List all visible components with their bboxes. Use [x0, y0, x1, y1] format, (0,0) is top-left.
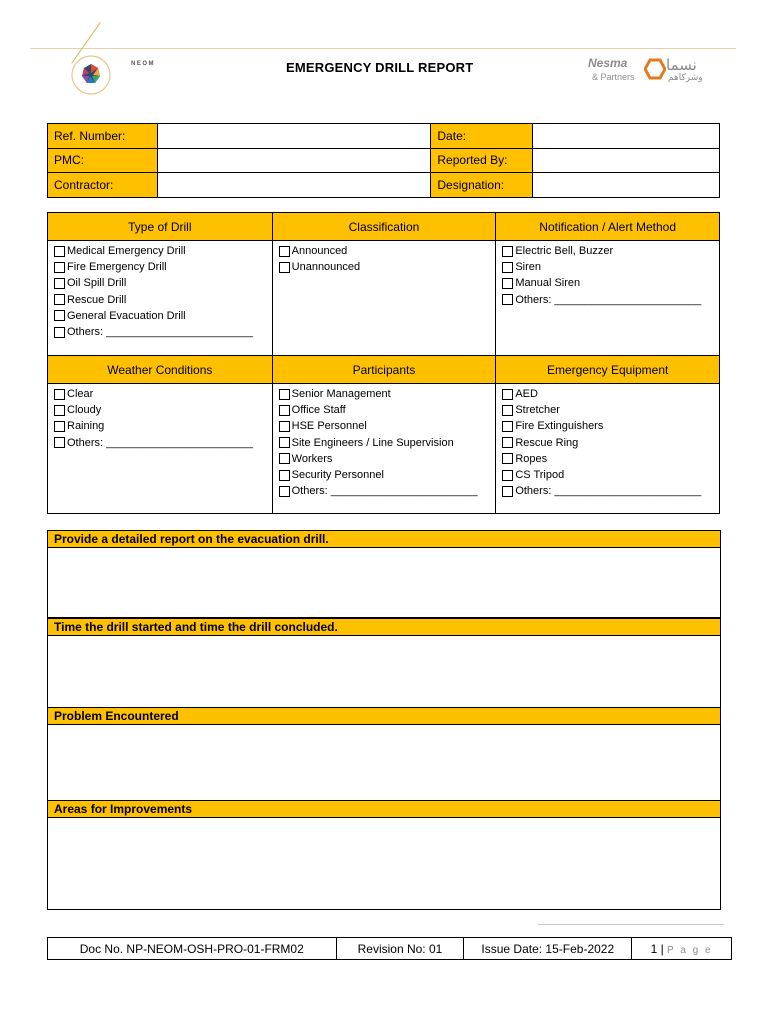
checkbox-icon[interactable]: [279, 421, 290, 432]
weather-heading: Weather Conditions: [48, 356, 273, 384]
checkbox-option[interactable]: [279, 402, 490, 418]
ref-number-label: Ref. Number:: [48, 124, 158, 149]
detailed-report-section: [47, 530, 721, 618]
checkbox-label: Office Staff: [291, 404, 346, 417]
pmc-label: PMC:: [48, 148, 158, 173]
checkbox-label: Ropes: [515, 452, 548, 465]
problem-field[interactable]: [48, 725, 720, 800]
checkbox-option[interactable]: [502, 292, 713, 308]
checkbox-label: AED: [515, 388, 538, 401]
drill-time-heading: Time the drill started and time the drill concluded.: [48, 619, 720, 636]
checkbox-icon[interactable]: [54, 262, 65, 273]
checkbox-option[interactable]: [279, 259, 490, 275]
checkbox-icon[interactable]: [502, 453, 513, 464]
equipment-heading: Emergency Equipment: [496, 356, 720, 384]
checkbox-label: HSE Personnel: [291, 420, 367, 433]
checkbox-icon[interactable]: [502, 405, 513, 416]
nesma-partners: & Partners: [592, 72, 635, 82]
improvements-field[interactable]: [48, 818, 720, 908]
checkbox-label: Rescue Drill: [67, 293, 127, 306]
checkbox-option[interactable]: [54, 435, 266, 451]
checkbox-label: General Evacuation Drill: [67, 309, 186, 322]
drill-details-table: [47, 212, 720, 514]
checkbox-label: Site Engineers / Line Supervision: [291, 436, 454, 449]
notification-options: [496, 241, 720, 356]
checkbox-option[interactable]: [279, 467, 490, 483]
checkbox-option[interactable]: [279, 483, 490, 499]
checkbox-option[interactable]: [279, 451, 490, 467]
contractor-field[interactable]: [157, 173, 430, 198]
checkbox-label: Manual Siren: [515, 277, 581, 290]
page-separator: |: [657, 941, 668, 956]
nesma-arabic-name: نسما: [666, 56, 697, 74]
problem-heading: Problem Encountered: [48, 708, 720, 725]
checkbox-option[interactable]: [54, 418, 266, 434]
improvements-heading: Areas for Improvements: [48, 801, 720, 818]
checkbox-option[interactable]: [54, 324, 266, 340]
reported-by-field[interactable]: [533, 148, 720, 173]
checkbox-option[interactable]: [502, 435, 713, 451]
weather-options: [48, 384, 273, 514]
checkbox-icon[interactable]: [279, 486, 290, 497]
checkbox-option[interactable]: [54, 292, 266, 308]
notification-heading: Notification / Alert Method: [496, 213, 720, 241]
checkbox-option[interactable]: [502, 451, 713, 467]
checkbox-label: Raining: [67, 420, 105, 433]
checkbox-option[interactable]: [54, 386, 266, 402]
checkbox-label: Stretcher: [515, 404, 560, 417]
footer-table: [47, 937, 732, 960]
doc-number: Doc No. NP-NEOM-OSH-PRO-01-FRM02: [48, 938, 337, 960]
checkbox-icon[interactable]: [502, 262, 513, 273]
checkbox-icon[interactable]: [54, 246, 65, 257]
problem-section: [47, 707, 721, 801]
checkbox-icon[interactable]: [54, 437, 65, 448]
checkbox-option[interactable]: [502, 259, 713, 275]
checkbox-icon[interactable]: [279, 262, 290, 273]
checkbox-option[interactable]: [54, 259, 266, 275]
checkbox-option[interactable]: [502, 418, 713, 434]
nesma-logo: [588, 56, 723, 86]
checkbox-icon[interactable]: [279, 470, 290, 481]
checkbox-label: Siren: [515, 261, 541, 274]
checkbox-option[interactable]: [502, 275, 713, 291]
checkbox-icon[interactable]: [54, 278, 65, 289]
designation-field[interactable]: [533, 173, 720, 198]
checkbox-icon[interactable]: [279, 405, 290, 416]
checkbox-label: Security Personnel: [291, 469, 384, 482]
page-title: EMERGENCY DRILL REPORT: [286, 60, 474, 75]
checkbox-option[interactable]: [502, 243, 713, 259]
checkbox-icon[interactable]: [502, 470, 513, 481]
page-number: [632, 938, 732, 960]
detailed-report-field[interactable]: [48, 548, 720, 618]
checkbox-option[interactable]: [502, 402, 713, 418]
checkbox-option[interactable]: [54, 308, 266, 324]
checkbox-label: Medical Emergency Drill: [67, 245, 186, 258]
checkbox-icon[interactable]: [54, 294, 65, 305]
checkbox-option[interactable]: [502, 386, 713, 402]
checkbox-label: Clear: [67, 388, 94, 401]
checkbox-icon[interactable]: [502, 437, 513, 448]
checkbox-icon[interactable]: [502, 278, 513, 289]
checkbox-option[interactable]: [54, 275, 266, 291]
designation-label: Designation:: [431, 173, 533, 198]
nesma-name: Nesma: [588, 56, 628, 70]
checkbox-label: Others: ________________________: [515, 485, 702, 498]
checkbox-label: CS Tripod: [515, 469, 565, 482]
checkbox-icon[interactable]: [279, 389, 290, 400]
checkbox-label: Others: ________________________: [515, 293, 702, 306]
revision-number: Revision No: 01: [336, 938, 464, 960]
checkbox-option[interactable]: [279, 418, 490, 434]
info-table: [47, 123, 720, 198]
checkbox-option[interactable]: [279, 386, 490, 402]
equipment-options: [496, 384, 720, 514]
checkbox-icon[interactable]: [279, 453, 290, 464]
checkbox-label: Announced: [291, 245, 348, 258]
neom-wordmark: NEOM: [131, 61, 155, 67]
nesma-arabic-partners: وشركاهم: [668, 73, 703, 83]
nesma-hexagon-icon: [644, 58, 666, 80]
checkbox-label: Cloudy: [67, 404, 102, 417]
checkbox-label: Senior Management: [291, 388, 391, 401]
checkbox-label: Unannounced: [291, 261, 361, 274]
checkbox-icon[interactable]: [502, 389, 513, 400]
checkbox-label: Oil Spill Drill: [67, 277, 127, 290]
checkbox-option[interactable]: [279, 243, 490, 259]
page-num: 1: [650, 941, 658, 956]
header-divider: [30, 48, 736, 49]
checkbox-icon[interactable]: [279, 246, 290, 257]
checkbox-option[interactable]: [54, 243, 266, 259]
checkbox-icon[interactable]: [279, 437, 290, 448]
checkbox-label: Fire Emergency Drill: [67, 261, 167, 274]
checkbox-icon[interactable]: [502, 486, 513, 497]
type-of-drill-heading: Type of Drill: [48, 213, 273, 241]
checkbox-label: Electric Bell, Buzzer: [515, 245, 614, 258]
drill-time-field[interactable]: [48, 636, 720, 706]
date-field[interactable]: [533, 124, 720, 149]
classification-options: [272, 241, 496, 356]
checkbox-icon[interactable]: [54, 327, 65, 338]
participants-options: [272, 384, 496, 514]
participants-heading: Participants: [272, 356, 496, 384]
checkbox-icon[interactable]: [502, 294, 513, 305]
checkbox-option[interactable]: [502, 467, 713, 483]
classification-heading: Classification: [272, 213, 496, 241]
date-label: Date:: [431, 124, 533, 149]
checkbox-label: Workers: [291, 452, 333, 465]
checkbox-icon[interactable]: [54, 405, 65, 416]
checkbox-option[interactable]: [54, 402, 266, 418]
page-word: P a g e: [667, 944, 713, 956]
checkbox-label: Others: ________________________: [67, 436, 253, 449]
improvements-section: [47, 800, 721, 910]
checkbox-icon[interactable]: [502, 246, 513, 257]
ref-number-field[interactable]: [157, 124, 430, 149]
reported-by-label: Reported By:: [431, 148, 533, 173]
checkbox-label: Others: ________________________: [67, 326, 253, 339]
contractor-label: Contractor:: [48, 173, 158, 198]
checkbox-icon[interactable]: [54, 389, 65, 400]
pmc-field[interactable]: [157, 148, 430, 173]
checkbox-label: Rescue Ring: [515, 436, 579, 449]
checkbox-option[interactable]: [502, 483, 713, 499]
issue-date: Issue Date: 15-Feb-2022: [464, 938, 632, 960]
drill-time-section: [47, 618, 721, 708]
neom-logo-icon: [70, 54, 112, 96]
detailed-report-heading: Provide a detailed report on the evacuation drill.: [48, 531, 720, 548]
checkbox-label: Fire Extinguishers: [515, 420, 604, 433]
checkbox-option[interactable]: [279, 435, 490, 451]
type-of-drill-options: [48, 241, 273, 356]
checkbox-icon[interactable]: [502, 421, 513, 432]
checkbox-label: Others: ________________________: [291, 485, 478, 498]
checkbox-icon[interactable]: [54, 421, 65, 432]
footer-divider: [538, 924, 724, 925]
checkbox-icon[interactable]: [54, 310, 65, 321]
